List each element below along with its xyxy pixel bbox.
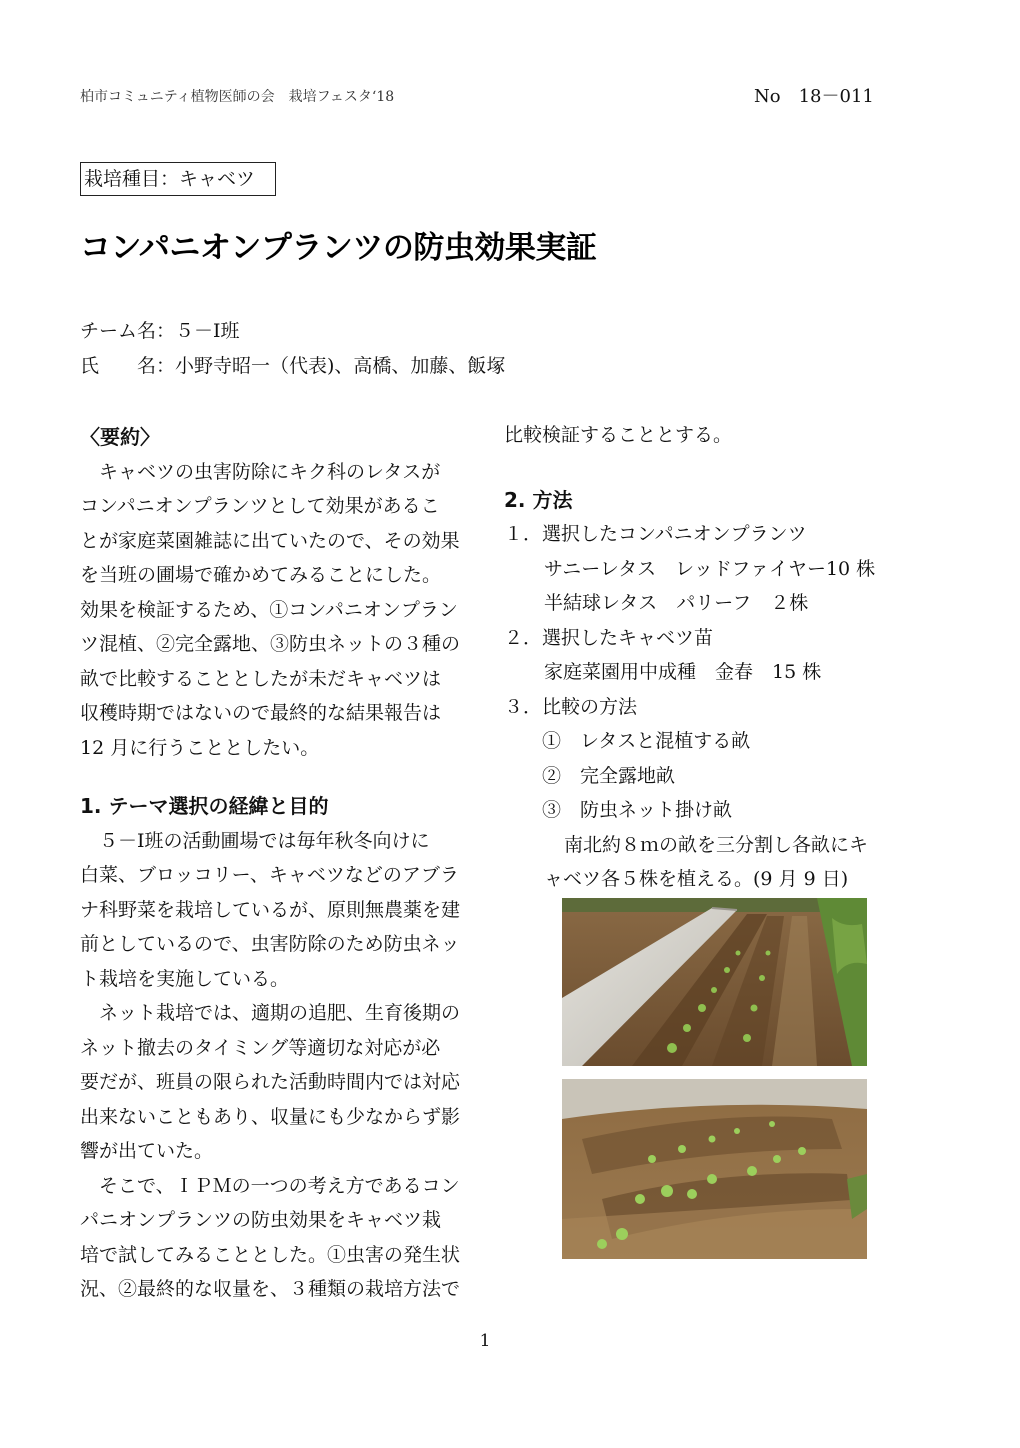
method-line: ② 完全露地畝	[542, 764, 676, 787]
method-line: ③ 防虫ネット掛け畝	[542, 799, 733, 821]
section1-line: 前としているので、虫害防除のため防虫ネッ	[80, 933, 460, 955]
right-column	[504, 418, 904, 897]
section1-heading: 1. テーマ選択の経緯と目的	[80, 794, 329, 818]
summary-line: 12 月に行うこととしたい。	[80, 736, 320, 759]
summary-line: を当班の圃場で確かめてみることにした。	[80, 564, 442, 586]
summary-line: キャベツの虫害防除にキク科のレタスが	[99, 460, 441, 483]
member-names: 氏 名：小野寺昭一（代表)、高橋、加藤、飯塚	[80, 355, 506, 377]
page-number: 1	[479, 1331, 491, 1351]
page-title: コンパニオンプランツの防虫効果実証	[80, 230, 597, 266]
section1-line: 培で試してみることとした。①虫害の発生状	[80, 1243, 461, 1266]
summary-line: 収穫時期ではないので最終的な結果報告は	[80, 702, 442, 724]
summary-line: 効果を検証するため、①コンパニオンプラン	[80, 598, 458, 621]
section1-line: ５－Ⅰ班の活動圃場では毎年秋冬向けに	[99, 829, 430, 852]
summary-line: ツ混植、②完全露地、③防虫ネットの３種の	[80, 633, 461, 655]
section1-line: パニオンプランツの防虫効果をキャベツ栽	[80, 1209, 442, 1231]
header-org: 柏市コミュニティ植物医師の会 栽培フェスタ‘18	[80, 89, 395, 105]
section1-line: 響が出ていた。	[80, 1140, 214, 1162]
section1-line: ネット撤去のタイミング等適切な対応が必	[80, 1036, 441, 1059]
doc-number: No 18－011	[754, 86, 874, 107]
field-photo-netting	[562, 898, 867, 1066]
method-line: １．選択したコンパニオンプランツ	[504, 523, 807, 545]
summary-line: コンパニオンプランツとして効果があるこ	[80, 495, 440, 517]
method-para-line: ャベツ各５株を植える。(9 月 9 日)	[544, 868, 849, 890]
left-column	[80, 420, 480, 1307]
section1-line: 白菜、ブロッコリー、キャベツなどのアブラ	[80, 864, 459, 886]
section1-line: 出来ないこともあり、収量にも少なからず影	[80, 1105, 461, 1128]
method-line: 家庭菜園用中成種 金春 15 株	[544, 661, 822, 683]
section2-heading: 2. 方法	[504, 487, 573, 512]
summary-line: とが家庭菜園雑誌に出ていたので、その効果	[80, 529, 460, 552]
method-line: ２．選択したキャベツ苗	[504, 626, 714, 649]
continuation-line: 比較検証することとする。	[504, 424, 733, 446]
method-para-line: 南北約８ｍの畝を三分割し各畝にキ	[564, 833, 869, 856]
section1-line: ト栽培を実施している。	[80, 967, 290, 990]
section1-line: 況、②最終的な収量を、３種類の栽培方法で	[80, 1278, 461, 1300]
method-line: ① レタスと混植する畝	[542, 730, 751, 752]
summary-heading: 〈要約〉	[80, 425, 160, 449]
section1-line: そこで、ＩＰＭの一つの考え方であるコン	[99, 1174, 460, 1197]
section1-line: ナ科野菜を栽培しているが、原則無農薬を建	[80, 898, 461, 921]
section1-line: 要だが、班員の限られた活動時間内では対応	[80, 1071, 461, 1093]
field-photo-planting	[562, 1079, 867, 1259]
section1-line: ネット栽培では、適期の追肥、生育後期の	[99, 1002, 461, 1024]
method-line: ３．比較の方法	[504, 695, 638, 718]
team-name: チーム名：５－Ⅰ班	[80, 320, 240, 342]
category-box: 栽培種目：キャベツ	[80, 162, 276, 196]
summary-line: 畝で比較することとしたが未だキャベツは	[80, 667, 442, 690]
method-line: 半結球レタス パリーフ ２株	[544, 592, 809, 614]
method-line: サニーレタス レッドファイヤー10 株	[544, 557, 876, 580]
